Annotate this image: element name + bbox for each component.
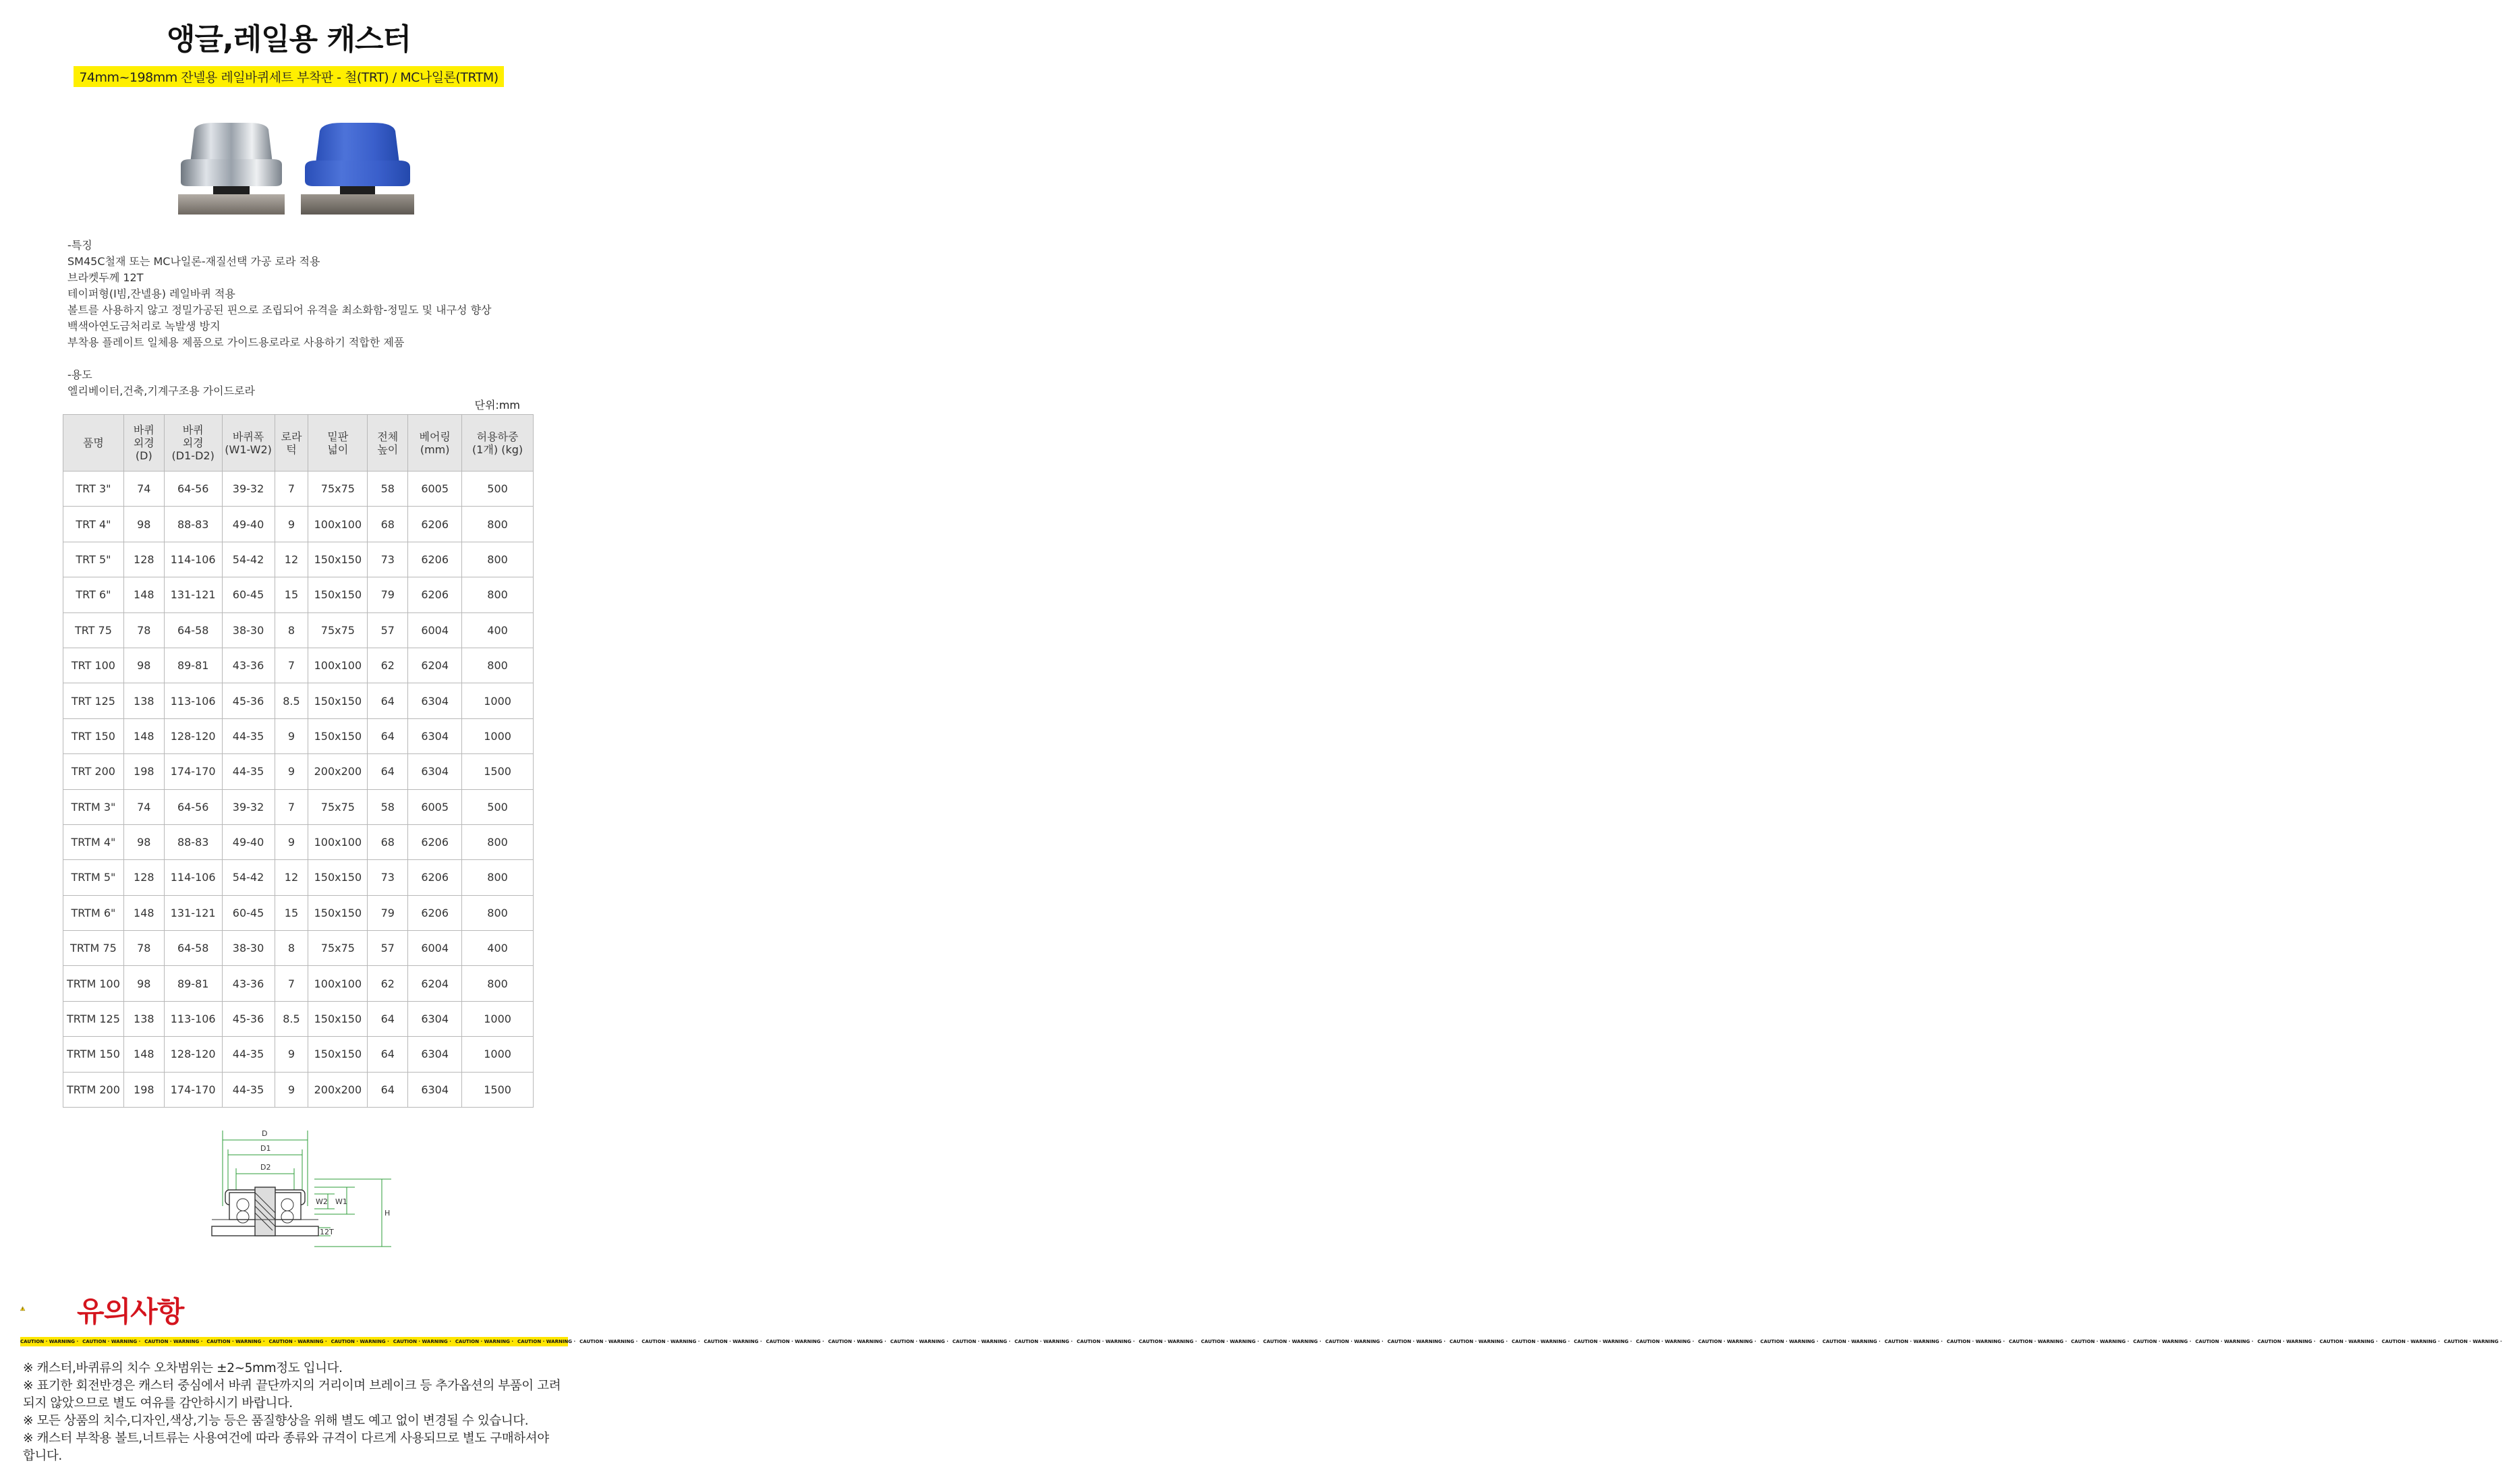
caution-tape-word: CAUTION · WARNING · bbox=[2381, 1339, 2440, 1344]
spec-cell: 400 bbox=[462, 612, 534, 648]
model-name-cell: TRTM 200 bbox=[63, 1072, 124, 1107]
dim-label-d2: D2 bbox=[260, 1163, 271, 1172]
spec-cell: 128-120 bbox=[164, 1037, 222, 1072]
model-name-cell: TRTM 100 bbox=[63, 966, 124, 1001]
caution-tape-word: CAUTION · WARNING · bbox=[206, 1339, 265, 1344]
caution-tape-word: CAUTION · WARNING · bbox=[1512, 1339, 1570, 1344]
model-name-cell: TRT 6" bbox=[63, 577, 124, 612]
spec-cell: 6206 bbox=[408, 895, 462, 930]
spec-cell: 131-121 bbox=[164, 895, 222, 930]
model-name-cell: TRTM 6" bbox=[63, 895, 124, 930]
spec-cell: 198 bbox=[123, 754, 164, 789]
spec-cell: 6206 bbox=[408, 577, 462, 612]
spec-cell: 131-121 bbox=[164, 577, 222, 612]
spec-cell: 38-30 bbox=[222, 931, 275, 966]
spec-cell: 54-42 bbox=[222, 860, 275, 895]
model-name-cell: TRT 5" bbox=[63, 542, 124, 577]
spec-cell: 6206 bbox=[408, 824, 462, 859]
spec-cell: 6204 bbox=[408, 966, 462, 1001]
caution-tape-word: CAUTION · WARNING · bbox=[2257, 1339, 2316, 1344]
spec-cell: 138 bbox=[123, 1001, 164, 1036]
caution-tape bbox=[20, 1337, 2502, 1346]
spec-cell: 128 bbox=[123, 860, 164, 895]
unit-label: 단위:mm bbox=[474, 399, 520, 411]
spec-cell: 800 bbox=[462, 824, 534, 859]
spec-cell: 74 bbox=[123, 789, 164, 824]
model-name-cell: TRTM 125 bbox=[63, 1001, 124, 1036]
spec-cell: 7 bbox=[275, 789, 308, 824]
spec-cell: 148 bbox=[123, 718, 164, 753]
spec-cell: 100x100 bbox=[308, 507, 368, 542]
spec-cell: 88-83 bbox=[164, 824, 222, 859]
caution-tape-word: CAUTION · WARNING · bbox=[455, 1339, 513, 1344]
spec-cell: 9 bbox=[275, 507, 308, 542]
table-header-row bbox=[63, 415, 534, 472]
table-row bbox=[63, 507, 534, 542]
table-header-line: 바퀴 bbox=[133, 424, 154, 436]
spec-cell: 68 bbox=[368, 507, 408, 542]
spec-cell: 150x150 bbox=[308, 577, 368, 612]
spec-cell: 6004 bbox=[408, 612, 462, 648]
table-row bbox=[63, 860, 534, 895]
caution-tape-word: CAUTION · WARNING · bbox=[1201, 1339, 1259, 1344]
spec-cell: 8.5 bbox=[275, 1001, 308, 1036]
spec-cell: 64 bbox=[368, 754, 408, 789]
table-row bbox=[63, 718, 534, 753]
spec-cell: 800 bbox=[462, 542, 534, 577]
caution-tape-word: CAUTION · WARNING · bbox=[1077, 1339, 1135, 1344]
table-row bbox=[63, 895, 534, 930]
features-heading: -특징 bbox=[67, 239, 92, 252]
spec-cell: 49-40 bbox=[222, 824, 275, 859]
spec-cell: 148 bbox=[123, 1037, 164, 1072]
model-name-cell: TRT 200 bbox=[63, 754, 124, 789]
table-header-cell bbox=[164, 415, 222, 472]
spec-cell: 1000 bbox=[462, 1037, 534, 1072]
spec-cell: 9 bbox=[275, 754, 308, 789]
caution-note: ※ 모든 상품의 치수,디자인,색상,기능 등은 품질향상을 위해 별도 예고 없이 변경될 수 있습니다. bbox=[23, 1414, 529, 1428]
table-row bbox=[63, 648, 534, 683]
table-row bbox=[63, 612, 534, 648]
spec-cell: 6206 bbox=[408, 507, 462, 542]
caution-tape-word: CAUTION · WARNING · bbox=[1698, 1339, 1757, 1344]
spec-cell: 113-106 bbox=[164, 1001, 222, 1036]
table-body bbox=[63, 472, 534, 1108]
spec-cell: 114-106 bbox=[164, 860, 222, 895]
spec-cell: 79 bbox=[368, 895, 408, 930]
spec-cell: 9 bbox=[275, 824, 308, 859]
spec-cell: 89-81 bbox=[164, 648, 222, 683]
feature-line: 부착용 플레이트 일체용 제품으로 가이드용로라로 사용하기 적합한 제품 bbox=[67, 336, 405, 349]
spec-cell: 100x100 bbox=[308, 648, 368, 683]
spec-cell: 150x150 bbox=[308, 860, 368, 895]
table-header-cell bbox=[222, 415, 275, 472]
spec-cell: 7 bbox=[275, 966, 308, 1001]
spec-cell: 150x150 bbox=[308, 895, 368, 930]
table-row bbox=[63, 472, 534, 507]
caution-tape-word: CAUTION · WARNING · bbox=[1325, 1339, 1384, 1344]
table-header-line: (D1-D2) bbox=[171, 449, 215, 462]
spec-cell: 9 bbox=[275, 718, 308, 753]
caution-tape-word: CAUTION · WARNING · bbox=[2071, 1339, 2130, 1344]
model-name-cell: TRTM 4" bbox=[63, 824, 124, 859]
spec-cell: 62 bbox=[368, 966, 408, 1001]
spec-cell: 800 bbox=[462, 577, 534, 612]
spec-cell: 75x75 bbox=[308, 931, 368, 966]
spec-cell: 78 bbox=[123, 612, 164, 648]
caution-tape-word: CAUTION · WARNING · bbox=[1574, 1339, 1632, 1344]
caution-note: ※ 표기한 회전반경은 캐스터 중심에서 바퀴 끝단까지의 거리이며 브레이크 등 추가옵션의 부품이 고려되지 않았으므로 별도 여유를 감안하시기 바랍니다. bbox=[23, 1379, 561, 1410]
table-header-line: 넓이 bbox=[327, 443, 349, 456]
spec-cell: 39-32 bbox=[222, 472, 275, 507]
table-header-cell bbox=[308, 415, 368, 472]
dim-label-d: D bbox=[262, 1129, 268, 1138]
caution-tape-word: CAUTION · WARNING · bbox=[268, 1339, 327, 1344]
spec-cell: 138 bbox=[123, 683, 164, 718]
spec-cell: 98 bbox=[123, 648, 164, 683]
table-header-line: 바퀴폭 bbox=[232, 430, 264, 443]
table-row bbox=[63, 1072, 534, 1107]
spec-cell: 150x150 bbox=[308, 542, 368, 577]
spec-cell: 150x150 bbox=[308, 1001, 368, 1036]
spec-cell: 150x150 bbox=[308, 683, 368, 718]
table-header-cell bbox=[63, 415, 124, 472]
spec-cell: 1500 bbox=[462, 754, 534, 789]
spec-cell: 1000 bbox=[462, 683, 534, 718]
spec-cell: 98 bbox=[123, 824, 164, 859]
spec-cell: 1000 bbox=[462, 718, 534, 753]
spec-cell: 64 bbox=[368, 1001, 408, 1036]
spec-cell: 174-170 bbox=[164, 1072, 222, 1107]
feature-line: 테이퍼형(I빔,잔넬용) 레일바퀴 적용 bbox=[67, 287, 235, 300]
model-name-cell: TRT 4" bbox=[63, 507, 124, 542]
caution-tape-word: CAUTION · WARNING · bbox=[890, 1339, 948, 1344]
caution-tape-word: CAUTION · WARNING · bbox=[828, 1339, 886, 1344]
table-header-line: 외경 bbox=[182, 436, 204, 449]
dim-label-h: H bbox=[385, 1209, 391, 1218]
model-name-cell: TRTM 3" bbox=[63, 789, 124, 824]
spec-cell: 12 bbox=[275, 860, 308, 895]
spec-cell: 15 bbox=[275, 895, 308, 930]
feature-line: 브라켓두께 12T bbox=[67, 271, 144, 284]
spec-cell: 6206 bbox=[408, 860, 462, 895]
spec-cell: 58 bbox=[368, 789, 408, 824]
spec-cell: 200x200 bbox=[308, 754, 368, 789]
spec-cell: 64 bbox=[368, 1037, 408, 1072]
caution-tape-word: CAUTION · WARNING · bbox=[2133, 1339, 2192, 1344]
spec-cell: 100x100 bbox=[308, 824, 368, 859]
table-header-line: 전체 bbox=[377, 430, 399, 443]
features-section bbox=[67, 237, 553, 399]
spec-cell: 8 bbox=[275, 612, 308, 648]
spec-cell: 74 bbox=[123, 472, 164, 507]
spec-cell: 150x150 bbox=[308, 1037, 368, 1072]
table-header-cell bbox=[275, 415, 308, 472]
spec-cell: 500 bbox=[462, 472, 534, 507]
caution-tape-word: CAUTION · WARNING · bbox=[1015, 1339, 1073, 1344]
spec-cell: 75x75 bbox=[308, 612, 368, 648]
table-header-line: 로라 bbox=[281, 430, 302, 443]
caution-tape-word: CAUTION · WARNING · bbox=[1139, 1339, 1197, 1344]
trtm-nylon-wheel-photo bbox=[298, 120, 417, 216]
table-header-line: 바퀴 bbox=[182, 424, 204, 436]
table-row bbox=[63, 1037, 534, 1072]
spec-cell: 6304 bbox=[408, 718, 462, 753]
table-header-line: 베어링 bbox=[419, 430, 451, 443]
spec-cell: 148 bbox=[123, 577, 164, 612]
spec-cell: 57 bbox=[368, 612, 408, 648]
spec-cell: 60-45 bbox=[222, 895, 275, 930]
spec-cell: 800 bbox=[462, 966, 534, 1001]
spec-cell: 78 bbox=[123, 931, 164, 966]
spec-cell: 44-35 bbox=[222, 718, 275, 753]
spec-cell: 89-81 bbox=[164, 966, 222, 1001]
usage-heading: -용도 bbox=[67, 368, 92, 381]
spec-cell: 64-58 bbox=[164, 931, 222, 966]
table-row bbox=[63, 824, 534, 859]
spec-cell: 6206 bbox=[408, 542, 462, 577]
spec-cell: 800 bbox=[462, 507, 534, 542]
caution-tape-word: CAUTION · WARNING · bbox=[20, 1339, 79, 1344]
dim-label-w1: W1 bbox=[335, 1197, 347, 1206]
model-name-cell: TRTM 5" bbox=[63, 860, 124, 895]
spec-cell: 174-170 bbox=[164, 754, 222, 789]
spec-cell: 200x200 bbox=[308, 1072, 368, 1107]
caution-note: ※ 캐스터,바퀴류의 치수 오차범위는 ±2~5mm정도 입니다. bbox=[23, 1361, 343, 1375]
caution-tape-word: CAUTION · WARNING · bbox=[1822, 1339, 1881, 1344]
feature-line: SM45C철재 또는 MC나일론-재질선택 가공 로라 적용 bbox=[67, 255, 320, 268]
spec-cell: 8 bbox=[275, 931, 308, 966]
table-header-line: (D) bbox=[135, 449, 152, 462]
caution-tape-word: CAUTION · WARNING · bbox=[2195, 1339, 2254, 1344]
spec-cell: 6005 bbox=[408, 789, 462, 824]
table-row bbox=[63, 542, 534, 577]
caution-tape-word: CAUTION · WARNING · bbox=[1884, 1339, 1943, 1344]
table-header-line: (mm) bbox=[420, 443, 450, 456]
spec-cell: 7 bbox=[275, 472, 308, 507]
spec-cell: 64-56 bbox=[164, 789, 222, 824]
spec-cell: 6004 bbox=[408, 931, 462, 966]
spec-cell: 15 bbox=[275, 577, 308, 612]
caution-tape-word: CAUTION · WARNING · bbox=[144, 1339, 203, 1344]
caution-tape-word: CAUTION · WARNING · bbox=[1760, 1339, 1819, 1344]
table-header-line: 턱 bbox=[286, 443, 297, 456]
spec-cell: 64-58 bbox=[164, 612, 222, 648]
spec-cell: 44-35 bbox=[222, 1037, 275, 1072]
spec-cell: 88-83 bbox=[164, 507, 222, 542]
spec-cell: 73 bbox=[368, 542, 408, 577]
table-header-line: (1개) (kg) bbox=[472, 443, 523, 456]
trt-steel-wheel-photo bbox=[174, 120, 289, 216]
spec-cell: 128 bbox=[123, 542, 164, 577]
spec-cell: 38-30 bbox=[222, 612, 275, 648]
caution-tape-word: CAUTION · WARNING · bbox=[2319, 1339, 2378, 1344]
spec-cell: 64 bbox=[368, 1072, 408, 1107]
table-row bbox=[63, 789, 534, 824]
caution-tape-word: CAUTION · WARNING · bbox=[642, 1339, 700, 1344]
table-header-line: (W1-W2) bbox=[225, 443, 272, 456]
spec-cell: 79 bbox=[368, 577, 408, 612]
dim-label-12t: 12T bbox=[320, 1228, 334, 1236]
spec-cell: 6304 bbox=[408, 754, 462, 789]
spec-cell: 58 bbox=[368, 472, 408, 507]
spec-table bbox=[63, 414, 534, 1108]
spec-cell: 800 bbox=[462, 648, 534, 683]
spec-cell: 49-40 bbox=[222, 507, 275, 542]
caution-note: ※ 캐스터 부착용 볼트,너트류는 사용여건에 따라 종류와 규격이 다르게 사용되므로 별도 구매하셔야 합니다. bbox=[23, 1431, 549, 1463]
spec-cell: 64 bbox=[368, 718, 408, 753]
table-header-cell bbox=[408, 415, 462, 472]
spec-cell: 198 bbox=[123, 1072, 164, 1107]
spec-cell: 6005 bbox=[408, 472, 462, 507]
model-name-cell: TRT 100 bbox=[63, 648, 124, 683]
spec-cell: 113-106 bbox=[164, 683, 222, 718]
spec-cell: 98 bbox=[123, 507, 164, 542]
spec-cell: 44-35 bbox=[222, 1072, 275, 1107]
page-title: 앵글,레일용 캐스터 bbox=[166, 22, 411, 57]
caution-tape-word: CAUTION · WARNING · bbox=[1946, 1339, 2005, 1344]
spec-cell: 45-36 bbox=[222, 683, 275, 718]
spec-cell: 6204 bbox=[408, 648, 462, 683]
spec-cell: 800 bbox=[462, 895, 534, 930]
spec-cell: 6304 bbox=[408, 1037, 462, 1072]
caution-notes bbox=[23, 1360, 563, 1465]
table-header-cell bbox=[123, 415, 164, 472]
caution-tape-word: CAUTION · WARNING · bbox=[1449, 1339, 1508, 1344]
spec-cell: 54-42 bbox=[222, 542, 275, 577]
spec-cell: 6304 bbox=[408, 1072, 462, 1107]
spec-cell: 68 bbox=[368, 824, 408, 859]
spec-cell: 64 bbox=[368, 683, 408, 718]
model-name-cell: TRTM 150 bbox=[63, 1037, 124, 1072]
caution-tape-word: CAUTION · WARNING · bbox=[2009, 1339, 2068, 1344]
spec-cell: 75x75 bbox=[308, 789, 368, 824]
caution-tape-word: CAUTION · WARNING · bbox=[704, 1339, 762, 1344]
subtitle-text: 74mm~198mm 잔넬용 레일바퀴세트 부착판 - 철(TRT) / MC나일론(TRTM) bbox=[74, 66, 503, 87]
warning-triangle-icon bbox=[20, 1285, 74, 1332]
caution-tape-word: CAUTION · WARNING · bbox=[766, 1339, 824, 1344]
spec-cell: 150x150 bbox=[308, 718, 368, 753]
dim-label-d1: D1 bbox=[260, 1144, 271, 1153]
table-row bbox=[63, 577, 534, 612]
spec-cell: 6304 bbox=[408, 683, 462, 718]
dimension-diagram bbox=[202, 1125, 405, 1280]
table-header-cell bbox=[368, 415, 408, 472]
spec-cell: 1500 bbox=[462, 1072, 534, 1107]
spec-cell: 57 bbox=[368, 931, 408, 966]
model-name-cell: TRTM 75 bbox=[63, 931, 124, 966]
model-name-cell: TRT 150 bbox=[63, 718, 124, 753]
table-header-line: 허용하중 bbox=[476, 430, 519, 443]
spec-cell: 800 bbox=[462, 860, 534, 895]
table-header-line: 높이 bbox=[377, 443, 399, 456]
spec-cell: 400 bbox=[462, 931, 534, 966]
model-name-cell: TRT 75 bbox=[63, 612, 124, 648]
caution-tape-word: CAUTION · WARNING · bbox=[1263, 1339, 1321, 1344]
model-name-cell: TRT 125 bbox=[63, 683, 124, 718]
caution-tape-word: CAUTION · WARNING · bbox=[1636, 1339, 1695, 1344]
usage-text: 엘리베이터,건축,기계구조용 가이드로라 bbox=[67, 384, 256, 397]
table-header-line: 품명 bbox=[82, 436, 104, 449]
caution-tape-word: CAUTION · WARNING · bbox=[331, 1339, 389, 1344]
caution-tape-word: CAUTION · WARNING · bbox=[393, 1339, 451, 1344]
table-header-line: 외경 bbox=[133, 436, 154, 449]
subtitle-banner bbox=[0, 66, 577, 87]
caution-tape-word: CAUTION · WARNING · bbox=[2443, 1339, 2502, 1344]
spec-cell: 6304 bbox=[408, 1001, 462, 1036]
spec-cell: 45-36 bbox=[222, 1001, 275, 1036]
spec-cell: 12 bbox=[275, 542, 308, 577]
spec-cell: 148 bbox=[123, 895, 164, 930]
caution-title: 유의사항 bbox=[77, 1295, 184, 1328]
spec-cell: 62 bbox=[368, 648, 408, 683]
spec-cell: 60-45 bbox=[222, 577, 275, 612]
dim-label-w2: W2 bbox=[316, 1197, 328, 1206]
spec-cell: 8.5 bbox=[275, 683, 308, 718]
spec-cell: 98 bbox=[123, 966, 164, 1001]
table-header-cell bbox=[462, 415, 534, 472]
caution-tape-word: CAUTION · WARNING · bbox=[82, 1339, 141, 1344]
table-header-line: 밑판 bbox=[327, 430, 349, 443]
caution-tape-word: CAUTION · WARNING · bbox=[517, 1339, 576, 1344]
spec-cell: 128-120 bbox=[164, 718, 222, 753]
spec-cell: 43-36 bbox=[222, 648, 275, 683]
caution-tape-word: CAUTION · WARNING · bbox=[952, 1339, 1010, 1344]
table-row bbox=[63, 683, 534, 718]
spec-cell: 114-106 bbox=[164, 542, 222, 577]
spec-cell: 9 bbox=[275, 1072, 308, 1107]
spec-cell: 43-36 bbox=[222, 966, 275, 1001]
spec-cell: 39-32 bbox=[222, 789, 275, 824]
spec-cell: 9 bbox=[275, 1037, 308, 1072]
caution-tape-word: CAUTION · WARNING · bbox=[1387, 1339, 1446, 1344]
spec-cell: 1000 bbox=[462, 1001, 534, 1036]
feature-line: 백색아연도금처리로 녹발생 방지 bbox=[67, 320, 221, 333]
table-row bbox=[63, 966, 534, 1001]
table-row bbox=[63, 1001, 534, 1036]
spec-cell: 64-56 bbox=[164, 472, 222, 507]
table-row bbox=[63, 931, 534, 966]
spec-cell: 7 bbox=[275, 648, 308, 683]
feature-line: 볼트를 사용하지 않고 정밀가공된 핀으로 조립되어 유격을 최소화함-정밀도 및 내구성 향상 bbox=[67, 304, 492, 316]
spec-cell: 73 bbox=[368, 860, 408, 895]
model-name-cell: TRT 3" bbox=[63, 472, 124, 507]
spec-cell: 75x75 bbox=[308, 472, 368, 507]
spec-cell: 500 bbox=[462, 789, 534, 824]
spec-cell: 44-35 bbox=[222, 754, 275, 789]
caution-tape-word: CAUTION · WARNING · bbox=[579, 1339, 638, 1344]
table-row bbox=[63, 754, 534, 789]
spec-cell: 100x100 bbox=[308, 966, 368, 1001]
